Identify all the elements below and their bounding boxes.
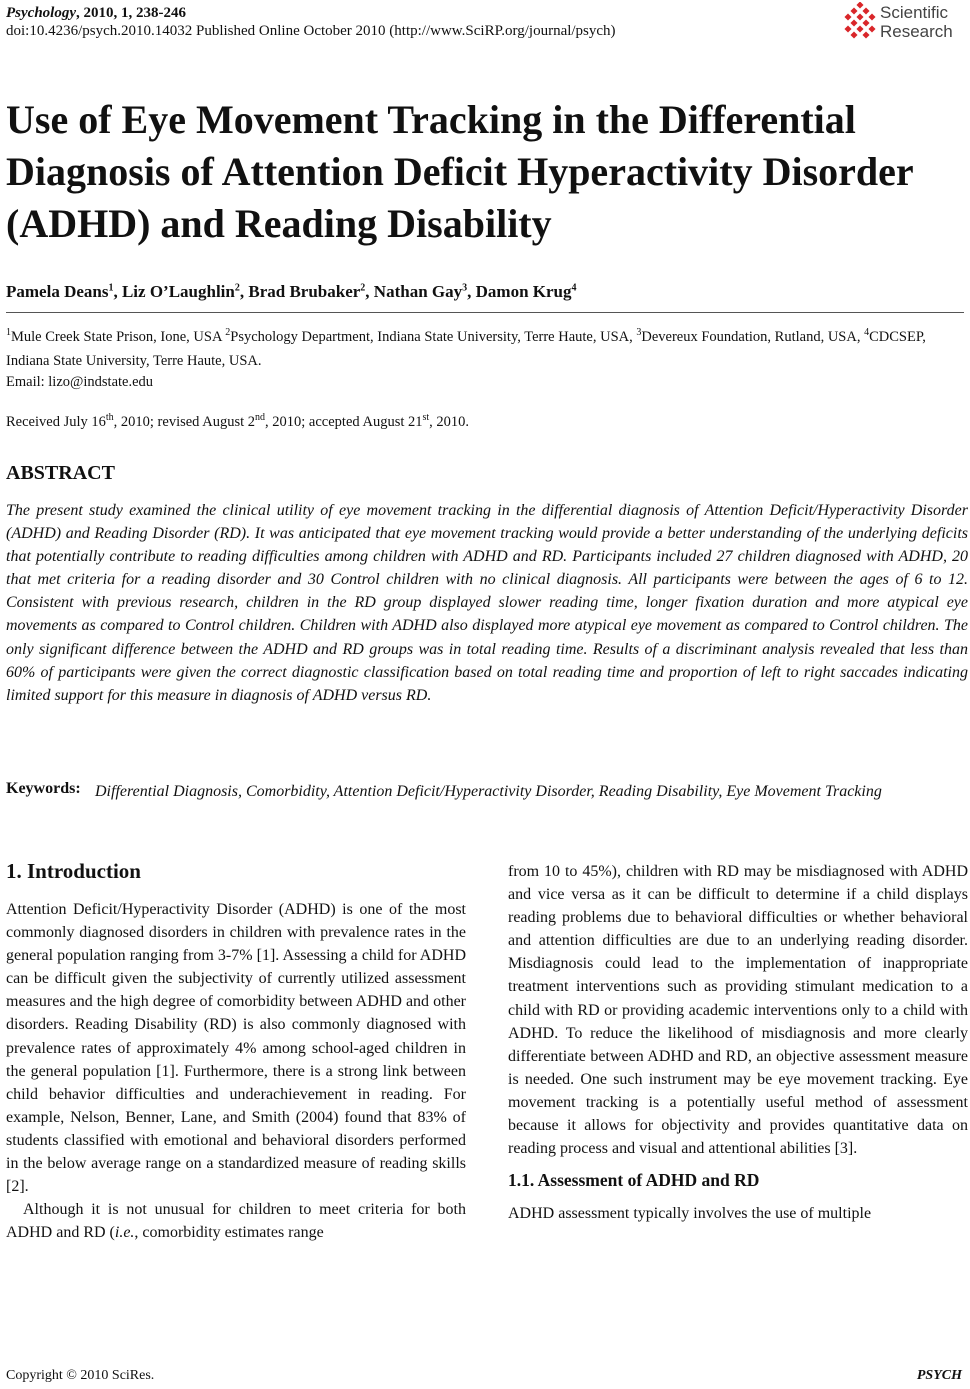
logo-diamond-mark bbox=[850, 19, 857, 26]
journal-volume: , 2010, 1, 238-246 bbox=[75, 5, 186, 21]
logo-diamond-mark bbox=[844, 13, 851, 20]
paper-title: Use of Eye Movement Tracking in the Differential Diagnosis of Attention Deficit Hyperactivity Disorder (ADHD) and Reading Disability bbox=[6, 97, 913, 246]
scientific-research-logo-icon bbox=[842, 2, 878, 42]
affiliation-mark: 1 bbox=[6, 327, 11, 339]
publisher-logo bbox=[842, 2, 962, 42]
author-affiliation-mark: 2 bbox=[234, 282, 240, 294]
journal-citation bbox=[6, 4, 186, 22]
logo-diamond-mark bbox=[868, 13, 875, 20]
header-divider bbox=[6, 312, 964, 313]
logo-diamond-mark bbox=[862, 7, 869, 14]
affiliation-text: Devereux Foundation, Rutland, USA, bbox=[641, 329, 865, 345]
affiliations bbox=[6, 325, 964, 373]
right-paragraph-1: from 10 to 45%), children with RD may be misdiagnosed with ADHD and vice versa as it can be difficult to determine if a child displays reading problems due to behavioral difficulties or whether behavioral and attention difficulties are due to an underlying reading disorder. Misdiagnosis could lead to the implementation of inappropriate treatment interventions such as providing stimulant medication to a child with RD or providing academic interventions only to a child with ADHD. To reduce the likelihood of misdiagnosis and more clearly differentiate between ADHD and RD, an objective assessment measure is needed. One such instrument may be eye movement tracking. Eye movement tracking is a potentially useful method of assessment because it allows for objectivity and provides quantitative data on reading process and visual and attentional abilities [3]. bbox=[508, 863, 968, 1158]
contact-email: Email: lizo@indstate.edu bbox=[6, 374, 154, 390]
author-list: Pamela Deans$^1$, Liz O’Laughlin$^2$, Brad Brubaker$^2$, Nathan Gay$^3$, Damon Krug$^4$ bbox=[6, 282, 577, 301]
doi-line: doi:10.4236/psych.2010.14032 Published Online October 2010 (http://www.SciRP.org/journal/psych) bbox=[6, 23, 616, 39]
logo-diamond-mark bbox=[862, 31, 869, 38]
author-name: Pamela Deans bbox=[6, 282, 109, 301]
intro-paragraph-1: Attention Deficit/Hyperactivity Disorder (ADHD) is one of the most commonly diagnosed disorders in children with prevalence rates in the general population ranging from 3-7% [1]. Assessing a child for ADHD can be difficult given the subjectivity of currently utilized assessment measures and the high degree of comorbidity between ADHD and other disorders. Reading Disability (RD) is also commonly diagnosed with prevalence rates of approximately 4% among school-aged children in the general population [1]. Furthermore, there is a strong link between child behavior difficulties and underachievement in reading. For example, Nelson, Benner, Lane, and Smith (2004) found that 83% of students classified with emotional and behavioral disorders performed in the below average range on a standardized measure of reading skills [2]. bbox=[6, 901, 466, 1196]
left-column bbox=[6, 898, 466, 1244]
footer-copyright: Copyright © 2010 SciRes. bbox=[6, 1368, 155, 1383]
affiliation-mark: 2 bbox=[225, 327, 231, 339]
logo-diamond-mark bbox=[844, 25, 851, 32]
author-name: Brad Brubaker bbox=[248, 282, 361, 301]
logo-diamond-mark bbox=[850, 31, 857, 38]
author-affiliation-mark: 3 bbox=[462, 282, 468, 294]
affiliation-text: Psychology Department, Indiana State University, Terre Haute, USA, bbox=[230, 329, 637, 345]
intro-paragraph-2: Although it is not unusual for children to meet criteria for both ADHD and RD (i.e., comorbidity estimates range bbox=[6, 1201, 466, 1242]
affiliation-mark: 3 bbox=[636, 327, 642, 339]
logo-diamond-mark bbox=[856, 13, 863, 20]
received-dates: Received July 16th, 2010; revised August 2nd, 2010; accepted August 21st, 2010. bbox=[6, 412, 470, 430]
affiliation-text: Mule Creek State Prison, Ione, USA bbox=[11, 329, 226, 345]
logo-diamond-mark bbox=[856, 25, 863, 32]
abstract-text: The present study examined the clinical utility of eye movement tracking in the differential diagnosis of Attention Deficit/Hyperactivity Disorder (ADHD) and Reading Disorder (RD). It was anticipated that eye movement tracking would provide a better understanding of the underlying deficits that potentially contribute to reading difficulties among children with ADHD and RD. Participants included 27 children diagnosed with ADHD, 20 that met criteria for a reading disorder and 30 Control children with no clinical diagnosis. All participants were between the ages of 6 to 12. Consistent with previous research, children in the RD group displayed slower reading time, longer fixation duration and more atypical eye movements as compared to Control children. Children with ADHD also displayed more atypical eye movement as compared to Control children. The only significant difference between the ADHD and RD groups was in total reading time. Results of a discriminant analysis revealed that less than 60% of participants were given the correct diagnostic classification based on total reading time and proportion of left to right saccades indicating limited support for this measure in diagnosis of ADHD versus RD. bbox=[6, 502, 968, 704]
affiliation-mark: 4 bbox=[864, 327, 870, 339]
author-affiliation-mark: 1 bbox=[108, 282, 114, 294]
author-affiliation-mark: 2 bbox=[360, 282, 366, 294]
footer-journal: PSYCH bbox=[916, 1368, 962, 1383]
keywords-text: Differential Diagnosis, Comorbidity, Attention Deficit/Hyperactivity Disorder, Reading Disability, Eye Movement Tracking bbox=[95, 783, 882, 800]
logo-word-research: Research bbox=[880, 22, 953, 41]
journal-name: Psychology bbox=[6, 5, 76, 21]
author-affiliation-mark: 4 bbox=[571, 282, 577, 294]
subsection-heading-assessment: 1.1. Assessment of ADHD and RD bbox=[508, 1170, 760, 1191]
abstract-heading: ABSTRACT bbox=[6, 462, 115, 484]
logo-diamond-mark bbox=[868, 25, 875, 32]
logo-word-scientific: Scientific bbox=[880, 3, 949, 22]
section-heading-introduction: 1. Introduction bbox=[6, 859, 141, 883]
right-column bbox=[508, 860, 968, 1225]
keywords-label: Keywords: bbox=[6, 780, 81, 797]
logo-diamond-mark bbox=[862, 19, 869, 26]
author-name: Nathan Gay bbox=[373, 282, 463, 301]
author-name: Liz O’Laughlin bbox=[121, 282, 235, 301]
logo-diamond-mark bbox=[850, 7, 857, 14]
logo-diamond-mark bbox=[856, 2, 863, 9]
right-paragraph-2: ADHD assessment typically involves the use of multiple bbox=[508, 1205, 872, 1223]
author-name: Damon Krug bbox=[475, 282, 572, 301]
affiliation-text: CDCSEP, Indiana State University, Terre Haute, USA. bbox=[6, 329, 926, 369]
